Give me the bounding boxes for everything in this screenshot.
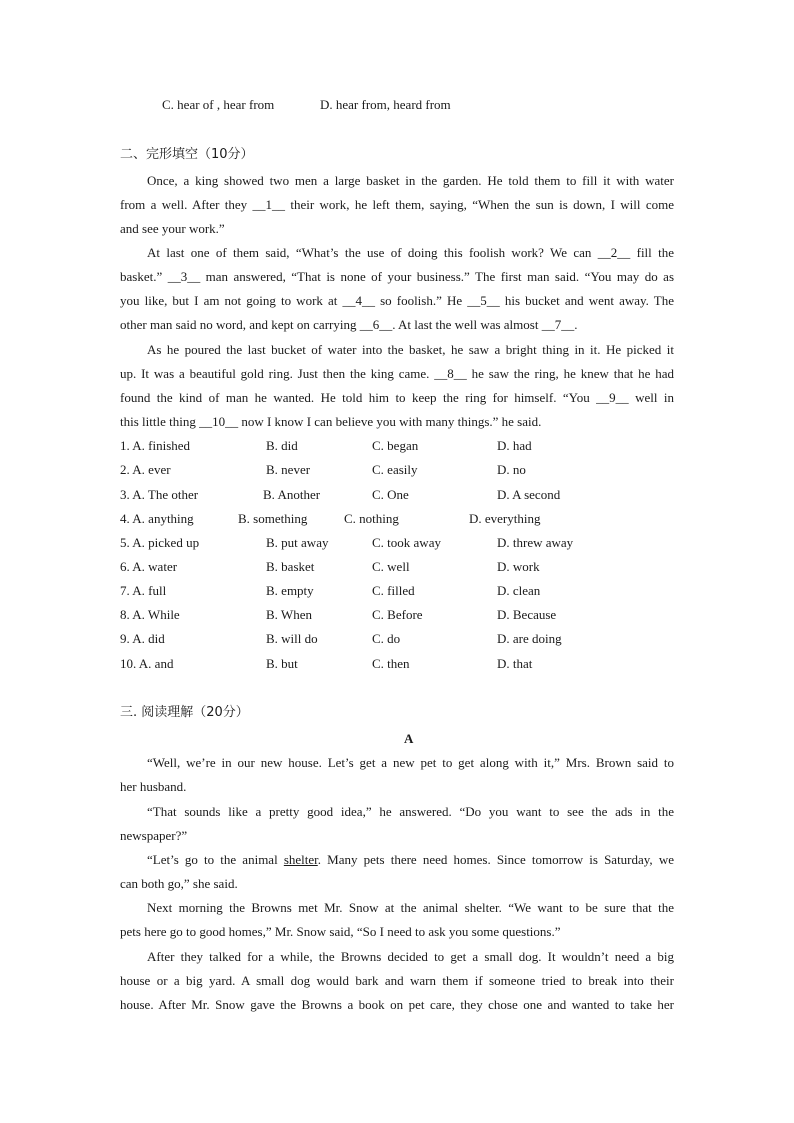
blank-2: __2__	[597, 245, 631, 260]
cloze-p2-line4: other man said no word, and kept on carrying __6__. At last the well was almost __7__.	[120, 317, 578, 332]
q8-b: B. When	[266, 607, 312, 622]
underlined-word-shelter: shelter	[283, 852, 318, 867]
reading-p3-line1: “Let’s go to the animal shelter. Many pets there need homes. Since tomorrow is Saturday, we	[147, 852, 674, 867]
blank-8: __8__	[434, 366, 467, 381]
cloze-heading: 二、完形填空（10分）	[120, 147, 254, 162]
q8-c: C. Before	[372, 607, 423, 622]
reading-p3-line2: can both go,” she said.	[120, 876, 238, 891]
q7-a: 7. A. full	[120, 583, 167, 598]
q2-d: D. no	[497, 462, 526, 477]
q2-a: 2. A. ever	[120, 462, 171, 477]
cloze-p3-line2: up. It was a beautiful gold ring. Just then the king came. __8__ he saw the ring, he knew that he had	[120, 366, 674, 381]
blank-6: __6__	[359, 317, 393, 332]
cloze-p2-line1: At last one of them said, “What’s the use of doing this foolish work? We can __2__ fill the	[147, 245, 674, 260]
q6-d: D. work	[497, 559, 540, 574]
q1-d: D. had	[497, 438, 532, 453]
q9-d: D. are doing	[497, 631, 562, 646]
q3-a: 3. A. The other	[120, 487, 199, 502]
cloze-p1-line3: and see your work.”	[120, 221, 225, 236]
reading-p5-line2: house or a big yard. A small dog would bark and warn them if someone tried to break into their	[120, 973, 674, 988]
q10-b: B. but	[266, 656, 298, 671]
q6-b: B. basket	[266, 559, 315, 574]
blank-5: __5__	[467, 293, 500, 308]
cloze-p3-line1: As he poured the last bucket of water into the basket, he saw a bright thing in it. He picked it	[147, 342, 674, 357]
blank-4: __4__	[342, 293, 375, 308]
reading-p5-line3: house. After Mr. Snow gave the Browns a book on pet care, they chose one and wanted to take her	[120, 997, 674, 1012]
blank-9: __9__	[596, 390, 629, 405]
q4-d: D. everything	[469, 511, 541, 526]
q9-b: B. will do	[266, 631, 318, 646]
reading-p5-line1: After they talked for a while, the Browns decided to get a small dog. It wouldn’t need a big	[147, 949, 674, 964]
section-letter-a: A	[404, 731, 414, 746]
q3-b: B. Another	[263, 487, 321, 502]
q8-d: D. Because	[497, 607, 557, 622]
reading-p4-line2: pets here go to good homes,” Mr. Snow said, “So I need to ask you some questions.”	[120, 924, 561, 939]
q10-a: 10. A. and	[120, 656, 174, 671]
q2-c: C. easily	[372, 462, 418, 477]
reading-heading: 三. 阅读理解（20分）	[120, 705, 249, 720]
cloze-p1-line2: from a well. After they __1__ their work, he left them, saying, “When the sun is down, I will come	[120, 197, 674, 212]
cloze-p2-line3: you like, but I am not going to work at __4__ so foolish.” He __5__ his bucket and went away. The	[120, 293, 674, 308]
reading-p1-line2: her husband.	[120, 779, 187, 794]
q7-d: D. clean	[497, 583, 541, 598]
q5-b: B. put away	[266, 535, 329, 550]
q8-a: 8. A. While	[120, 607, 180, 622]
q5-a: 5. A. picked up	[120, 535, 200, 550]
reading-p1-line1: “Well, we’re in our new house. Let’s get a new pet to get along with it,” Mrs. Brown said to	[147, 755, 674, 770]
option-d: D. hear from, heard from	[320, 97, 451, 112]
q4-c: C. nothing	[344, 511, 399, 526]
q7-b: B. empty	[266, 583, 314, 598]
q5-c: C. took away	[372, 535, 441, 550]
q5-d: D. threw away	[497, 535, 574, 550]
q6-c: C. well	[372, 559, 410, 574]
option-c: C. hear of , hear from	[162, 97, 275, 112]
reading-p4-line1: Next morning the Browns met Mr. Snow at the animal shelter. “We want to be sure that the	[147, 900, 674, 915]
blank-1: __1__	[252, 197, 286, 212]
blank-10: __10__	[199, 414, 239, 429]
q1-c: C. began	[372, 438, 419, 453]
q10-d: D. that	[497, 656, 533, 671]
q2-b: B. never	[266, 462, 311, 477]
blank-3: __3__	[167, 269, 201, 284]
reading-p2-line1: “That sounds like a pretty good idea,” he answered. “Do you want to see the ads in the	[147, 804, 674, 819]
q9-a: 9. A. did	[120, 631, 165, 646]
q1-b: B. did	[266, 438, 298, 453]
q3-c: C. One	[372, 487, 409, 502]
q4-a: 4. A. anything	[120, 511, 194, 526]
cloze-p3-line3: found the kind of man he wanted. He told him to keep the ring for himself. “You __9__ well in	[120, 390, 674, 405]
cloze-p1-line1: Once, a king showed two men a large basket in the garden. He told them to fill it with water	[147, 173, 674, 188]
q7-c: C. filled	[372, 583, 415, 598]
cloze-p3-line4: this little thing __10__ now I know I can believe you with many things.” he said.	[120, 414, 542, 429]
q3-d: D. A second	[497, 487, 561, 502]
q10-c: C. then	[372, 656, 410, 671]
q6-a: 6. A. water	[120, 559, 178, 574]
q4-b: B. something	[238, 511, 308, 526]
blank-7: __7__	[541, 317, 575, 332]
reading-p2-line2: newspaper?”	[120, 828, 188, 843]
q9-c: C. do	[372, 631, 401, 646]
q1-a: 1. A. finished	[120, 438, 191, 453]
cloze-p2-line2: basket.” __3__ man answered, “That is none of your business.” The first man said. “You may do as	[120, 269, 674, 284]
